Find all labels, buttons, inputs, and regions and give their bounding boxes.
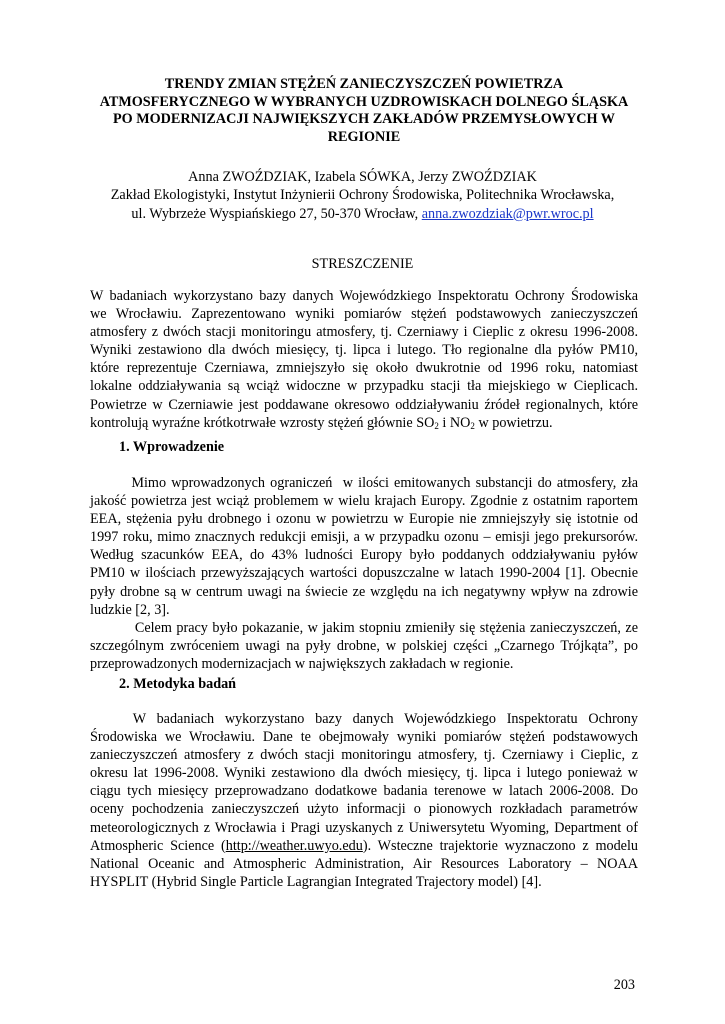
methodology-paragraph: [90, 710, 638, 891]
abstract-line: atmosfery z dwóch stacji monitoringu atmosfery, tj. Czerniawy i Cieplic z okresu 1996-2008.: [90, 324, 638, 341]
email-link[interactable]: anna.zwozdziak@pwr.wroc.pl: [421, 205, 594, 222]
author-block: [0, 168, 725, 223]
body-line: jakość powietrza jest wciąż problemem w wielu krajach Europy. Zgodnie z ostatnim raportem: [90, 493, 638, 510]
body-line: szczególnym zwróceniem uwagi na pyły drobne, w polskiej części „Czarnego Trójkąta”, po: [90, 638, 638, 655]
introduction-paragraph-2: [90, 619, 638, 673]
body-line: meteorologicznych z Wrocławia i Pragi uzyskanych z Uniwersytetu Wyoming, Department of: [90, 819, 638, 836]
abstract-line: [90, 414, 638, 432]
body-line: 1997 roku, mimo znacznych redukcji emisji, a w przypadku ozonu – emisji jego prekursorów.: [90, 529, 638, 546]
title-line: ATMOSFERYCZNEGO W WYBRANYCH UZDROWISKACH DOLNEGO ŚLĄSKA: [99, 93, 629, 110]
paper-title: [90, 76, 638, 146]
weather-uwyo-link[interactable]: http://weather.uwyo.edu: [225, 837, 363, 854]
body-line: oceny pochodzenia zanieczyszczeń użyto informacji o pionowych rozkładach parametrów: [90, 801, 638, 818]
abstract-line: we Wrocławiu. Zaprezentowano wyniki pomiarów stężeń podstawowych zanieczyszczeń: [90, 306, 638, 323]
body-line: W badaniach wykorzystano bazy danych Wojewódzkiego Inspektoratu Ochrony: [90, 711, 638, 727]
body-line: Według szacunków EEA, do 43% ludności Europy było poddanych oddziaływaniu pyłów: [90, 547, 638, 564]
abstract-heading: STRESZCZENIE: [311, 256, 414, 272]
address-text: ul. Wybrzeże Wyspiańskiego 27, 50-370 Wrocław,: [131, 205, 422, 222]
author-names: Anna ZWOŹDZIAK, Izabela SÓWKA, Jerzy ZWOŹDZIAK: [188, 169, 537, 185]
abstract-line: Wyniki zestawiono dla dwóch miesięcy, tj. lipca i lutego. Tło regionalne dla pyłów PM10,: [90, 342, 638, 359]
abstract-line: Powietrze w Czerniawie jest poddawane okresowo oddziaływaniu źródeł regionalnych, które: [90, 396, 638, 413]
title-line: PO MODERNIZACJI NAJWIĘKSZYCH ZAKŁADÓW PRZEMYSŁOWYCH W: [112, 111, 615, 128]
abstract-text: w powietrzu.: [474, 414, 553, 431]
address-line: [0, 205, 725, 223]
title-line: REGIONIE: [327, 128, 401, 145]
abstract-line: W badaniach wykorzystano bazy danych Wojewódzkiego Inspektoratu Ochrony Środowiska: [90, 288, 638, 304]
body-line: zanieczyszczeń atmosfery z dwóch stacji monitoringu atmosfery, tj. Czerniawy i Cieplic, z: [90, 747, 638, 764]
body-line: PM10 w ilościach przewyższających wartości dopuszczalne w latach 1990-2004 [1]. Obecnie: [90, 565, 638, 582]
body-line: Celem pracy było pokazanie, w jakim stopniu zmieniły się stężenia zanieczyszczeń, ze: [90, 620, 638, 636]
section-heading-methodology: 2. Metodyka badań: [119, 676, 237, 692]
body-line: ciągu tych miesięcy przeprowadzano dodatkowe badania terenowe w latach 2006-2008. Do: [90, 783, 638, 800]
body-line: [90, 837, 638, 855]
body-line: przeprowadzonych modernizacjach w największych zakładach w regionie.: [90, 656, 514, 673]
section-heading-introduction: 1. Wprowadzenie: [119, 439, 225, 455]
abstract-line: lokalne oddziaływania są wciąż widoczne w przypadku stacji tła miejskiego w Cieplicach.: [90, 378, 638, 395]
affiliation: Zakład Ekologistyki, Instytut Inżynierii Ochrony Środowiska, Politechnika Wrocławska,: [110, 187, 615, 204]
abstract-text: i NO: [438, 414, 471, 431]
introduction-paragraph-1: [90, 474, 638, 619]
body-line: Środowiska we Wrocławiu. Dane te obejmowały wyniki pomiarów stężeń podstawowych: [90, 729, 638, 746]
body-text: ). Wsteczne trajektorie wyznaczono z modelu: [362, 837, 639, 854]
abstract-text: kontrolują wyraźne krótkotrwałe wzrosty stężeń głównie SO: [90, 414, 435, 431]
body-line: ludzkie [2, 3].: [90, 601, 170, 618]
title-line: TRENDY ZMIAN STĘŻEŃ ZANIECZYSZCZEŃ POWIETRZA: [164, 76, 564, 92]
page-number: 203: [613, 977, 635, 993]
body-line: HYSPLIT (Hybrid Single Particle Lagrangian Integrated Trajectory model) [4].: [90, 873, 542, 890]
body-line: Mimo wprowadzonych ograniczeń w ilości emitowanych substancji do atmosfery, zła: [90, 475, 638, 491]
body-text: Atmospheric Science (: [90, 837, 226, 854]
body-line: okresu lat 1996-2008. Wyniki zestawiono dla dwóch miesięcy, tj. lipca i lutego ponieważ w: [90, 765, 638, 782]
body-line: EEA, stężenia pyłu drobnego i ozonu w powietrzu w Europie nie zmniejszyły się istotnie od: [90, 511, 638, 528]
abstract-paragraph: [90, 287, 638, 432]
body-line: National Oceanic and Atmospheric Administration, Air Resources Laboratory – NOAA: [90, 855, 638, 872]
subscript: 2: [470, 420, 475, 431]
body-line: pyły drobne są w centrum uwagi na świecie ze względu na ich negatywny wpływ na zdrowie: [90, 583, 638, 600]
abstract-line: które reprezentuje Czerniawa, zmniejszyło się około dwukrotnie od 1996 roku, natomiast: [90, 360, 638, 377]
subscript: 2: [434, 420, 439, 431]
